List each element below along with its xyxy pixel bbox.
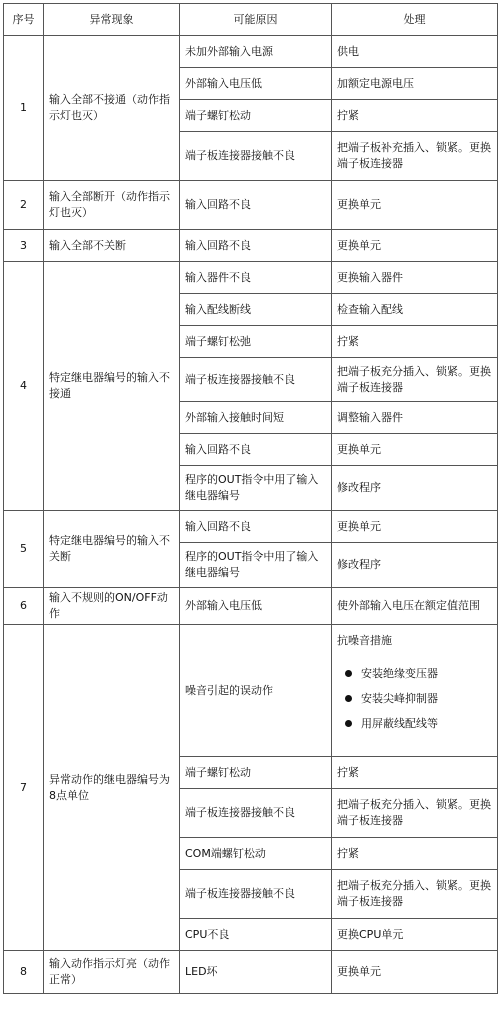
action-cell: 更换单元 [332, 181, 498, 230]
seq-cell: 7 [4, 625, 44, 951]
action-cell: 检查输入配线 [332, 294, 498, 326]
seq-cell: 4 [4, 262, 44, 511]
list-item: 用屏蔽线配线等 [337, 715, 492, 740]
cause-cell: 程序的OUT指令中用了输入继电器编号 [180, 466, 332, 511]
action-cell: 把端子板充分插入、锁紧。更换端子板连接器 [332, 358, 498, 402]
symptom-cell: 特定继电器编号的输入不关断 [44, 511, 180, 588]
troubleshooting-table [3, 3, 498, 994]
header-cause: 可能原因 [180, 4, 332, 36]
action-cell: 把端子板补充插入、锁紧。更换端子板连接器 [332, 132, 498, 181]
action-cell: 供电 [332, 36, 498, 68]
symptom-cell: 特定继电器编号的输入不接通 [44, 262, 180, 511]
action-cell: 把端子板充分插入、锁紧。更换端子板连接器 [332, 789, 498, 838]
cause-cell: 端子螺钉松动 [180, 757, 332, 789]
table-row [4, 230, 498, 262]
table-row [4, 181, 498, 230]
seq-cell: 8 [4, 951, 44, 994]
cause-cell: 噪音引起的误动作 [180, 625, 332, 757]
measure-list [337, 665, 492, 740]
cause-cell: 外部输入电压低 [180, 588, 332, 625]
action-cell: 拧紧 [332, 326, 498, 358]
table-row [4, 511, 498, 543]
table-row [4, 951, 498, 994]
table-row [4, 262, 498, 294]
table-row [4, 625, 498, 757]
action-cell: 更换单元 [332, 230, 498, 262]
action-cell: 拧紧 [332, 100, 498, 132]
action-cell: 调整输入器件 [332, 402, 498, 434]
cause-cell: 输入器件不良 [180, 262, 332, 294]
action-cell: 加额定电源电压 [332, 68, 498, 100]
symptom-cell: 异常动作的继电器编号为8点单位 [44, 625, 180, 951]
cause-cell: 未加外部输入电源 [180, 36, 332, 68]
cause-cell: 端子板连接器接触不良 [180, 789, 332, 838]
symptom-cell: 输入全部不关断 [44, 230, 180, 262]
action-cell [332, 625, 498, 757]
action-cell: 把端子板充分插入、锁紧。更换端子板连接器 [332, 870, 498, 919]
cause-cell: 外部输入电压低 [180, 68, 332, 100]
action-cell: 更换CPU单元 [332, 919, 498, 951]
action-cell: 拧紧 [332, 838, 498, 870]
seq-cell: 5 [4, 511, 44, 588]
seq-cell: 2 [4, 181, 44, 230]
cause-cell: 程序的OUT指令中用了输入继电器编号 [180, 543, 332, 588]
header-row [4, 4, 498, 36]
symptom-cell: 输入不规则的ON/OFF动作 [44, 588, 180, 625]
action-cell: 修改程序 [332, 466, 498, 511]
cause-cell: CPU不良 [180, 919, 332, 951]
table-row [4, 588, 498, 625]
seq-cell: 1 [4, 36, 44, 181]
header-seq: 序号 [4, 4, 44, 36]
action-text: 抗噪音措施 [337, 634, 392, 647]
symptom-cell: 输入全部不接通（动作指示灯也灭） [44, 36, 180, 181]
action-cell: 更换单元 [332, 511, 498, 543]
cause-cell: COM端螺钉松动 [180, 838, 332, 870]
action-cell: 拧紧 [332, 757, 498, 789]
seq-cell: 3 [4, 230, 44, 262]
symptom-cell: 输入全部断开（动作指示灯也灭） [44, 181, 180, 230]
cause-cell: 端子螺钉松弛 [180, 326, 332, 358]
action-cell: 更换单元 [332, 434, 498, 466]
header-action: 处理 [332, 4, 498, 36]
cause-cell: 输入回路不良 [180, 230, 332, 262]
cause-cell: 端子板连接器接触不良 [180, 132, 332, 181]
symptom-cell: 输入动作指示灯亮（动作正常） [44, 951, 180, 994]
action-cell: 更换单元 [332, 951, 498, 994]
cause-cell: 输入回路不良 [180, 181, 332, 230]
cause-cell: 外部输入接触时间短 [180, 402, 332, 434]
action-cell: 更换输入器件 [332, 262, 498, 294]
table-row [4, 36, 498, 68]
cause-cell: LED坏 [180, 951, 332, 994]
cause-cell: 端子板连接器接触不良 [180, 358, 332, 402]
list-item: 安装绝缘变压器 [337, 665, 492, 690]
cause-cell: 输入回路不良 [180, 434, 332, 466]
cause-cell: 输入回路不良 [180, 511, 332, 543]
cause-cell: 输入配线断线 [180, 294, 332, 326]
list-item: 安装尖峰抑制器 [337, 690, 492, 715]
seq-cell: 6 [4, 588, 44, 625]
action-cell: 修改程序 [332, 543, 498, 588]
cause-cell: 端子板连接器接触不良 [180, 870, 332, 919]
action-cell: 使外部输入电压在额定值范围 [332, 588, 498, 625]
header-symptom: 异常现象 [44, 4, 180, 36]
cause-cell: 端子螺钉松动 [180, 100, 332, 132]
